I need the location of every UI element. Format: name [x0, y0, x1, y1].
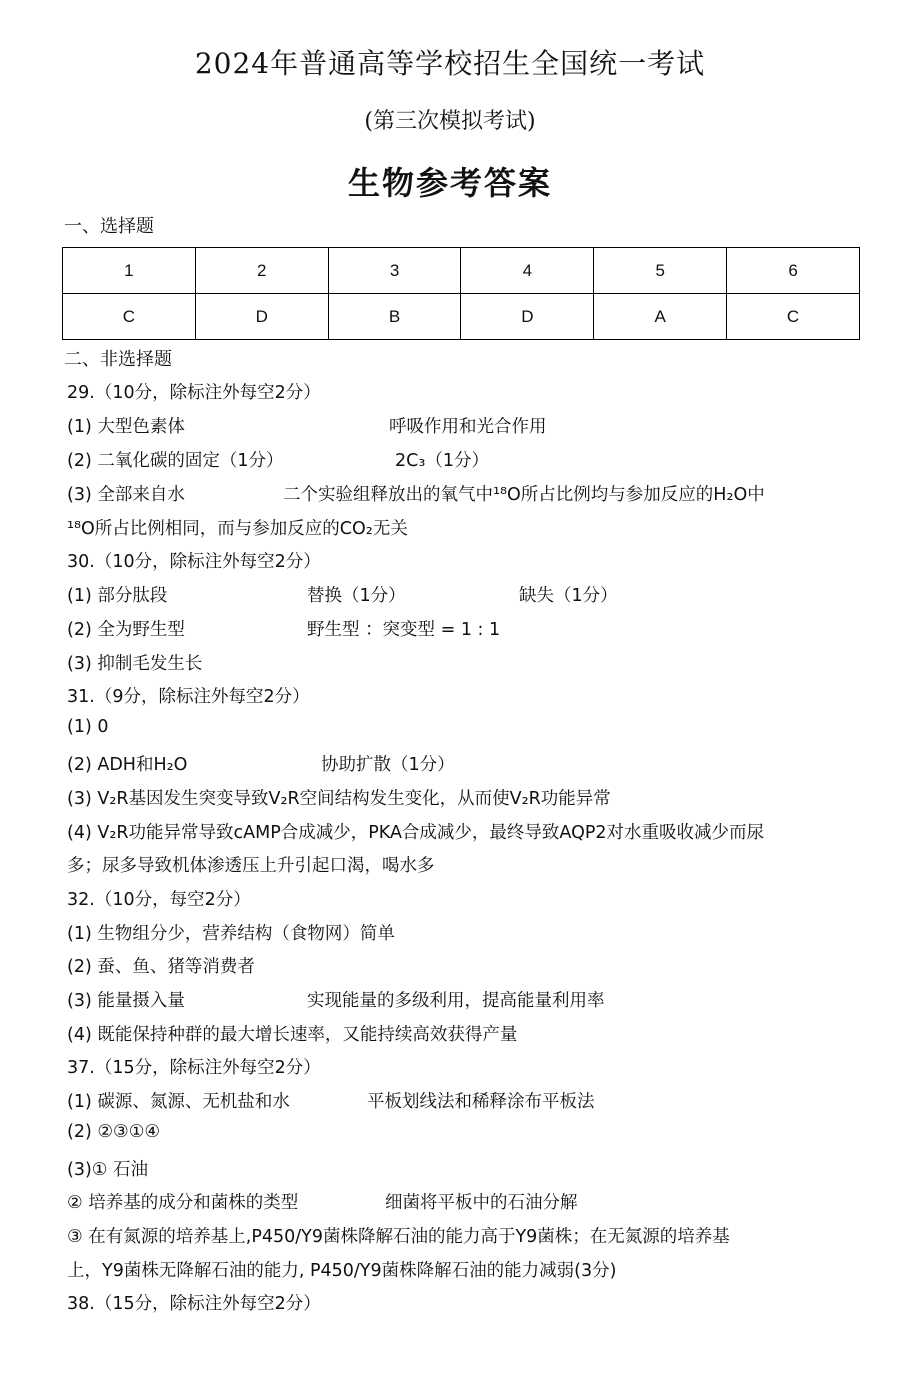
answer-text: 野生型 ：突变型 = 1 : 1 — [307, 620, 501, 640]
answer-line — [67, 582, 618, 607]
answer-text: 协助扩散（1分） — [321, 755, 455, 775]
answer-text: 替换（1分） — [307, 586, 406, 606]
answer-text: 细菌将平板中的石油分解 — [385, 1193, 578, 1213]
answer-text: 二个实验组释放出的氧气中¹⁸O所占比例均与参加反应的H₂O中 — [283, 485, 765, 505]
answer-line — [67, 920, 395, 945]
answer-text: (2) ADH和H₂O — [67, 755, 188, 775]
answer-text: (1) 生物组分少，营养结构（食物网）简单 — [67, 924, 395, 944]
answer-text: (2) 蚕、鱼、猪等消费者 — [67, 957, 255, 977]
answer-line — [67, 1156, 148, 1181]
answer-line — [67, 481, 765, 506]
answer-text: (1) 大型色素体 — [67, 417, 185, 437]
answer-line — [67, 413, 547, 438]
question-number: 5 — [594, 248, 727, 294]
question-number: 1 — [63, 248, 196, 294]
answer-text: (2) ②③①④ — [67, 1122, 161, 1142]
question-number: 4 — [461, 248, 594, 294]
section-multiple-choice: 一、选择题 — [64, 216, 154, 237]
answer-text: 29.（10分，除标注外每空2分） — [67, 383, 321, 403]
answer-text: (3) 能量摄入量 — [67, 991, 185, 1011]
answer-line — [67, 819, 764, 844]
answer-line — [67, 1088, 595, 1113]
answer-line — [67, 379, 321, 404]
answer-text: (3) 全部来自水 — [67, 485, 185, 505]
answer-line — [67, 1021, 517, 1046]
answer-cell: C — [727, 294, 860, 340]
answer-text: (1) 部分肽段 — [67, 586, 168, 606]
answer-text: 38.（15分，除标注外每空2分） — [67, 1294, 321, 1314]
question-number: 6 — [727, 248, 860, 294]
answer-line — [67, 616, 501, 641]
answer-text: 30.（10分，除标注外每空2分） — [67, 552, 321, 572]
answer-line — [67, 1223, 730, 1248]
answer-line — [67, 1290, 321, 1315]
answer-text: 实现能量的多级利用，提高能量利用率 — [307, 991, 605, 1011]
answer-text: (3)① 石油 — [67, 1160, 149, 1180]
answer-text: 31.（9分，除标注外每空2分） — [67, 687, 310, 707]
answer-text: (1) 0 — [67, 717, 109, 737]
answer-cell: D — [461, 294, 594, 340]
answer-text: (2) 全为野生型 — [67, 620, 185, 640]
answer-text: ② 培养基的成分和菌株的类型 — [67, 1193, 299, 1213]
table-row-answers — [63, 294, 860, 340]
answer-text: 2C₃（1分） — [395, 451, 490, 471]
answer-line — [67, 1257, 616, 1282]
answer-line — [67, 852, 435, 877]
answer-line — [67, 886, 251, 911]
answer-cell: A — [594, 294, 727, 340]
answer-cell: C — [63, 294, 196, 340]
answer-heading: 生物参考答案 — [347, 164, 552, 202]
answer-line — [67, 1122, 160, 1142]
multiple-choice-table — [62, 247, 860, 340]
table-row-numbers — [63, 248, 860, 294]
answer-line — [67, 1189, 578, 1214]
answer-line — [67, 447, 490, 472]
answer-text: (3) 抑制毛发生长 — [67, 654, 203, 674]
exam-title: 2024年普通高等学校招生全国统一考试 — [194, 47, 706, 80]
answer-text: 缺失（1分） — [519, 586, 618, 606]
answer-line — [67, 953, 255, 978]
answer-line — [67, 650, 202, 675]
exam-subtitle: (第三次模拟考试) — [364, 109, 536, 134]
answer-line — [67, 515, 408, 540]
answer-text: 平板划线法和稀释涂布平板法 — [367, 1092, 595, 1112]
answer-line — [67, 785, 611, 810]
answer-cell: B — [328, 294, 461, 340]
answer-line — [67, 751, 455, 776]
answer-text: (2) 二氧化碳的固定（1分） — [67, 451, 284, 471]
answer-line — [67, 683, 310, 708]
answer-text: (3) V₂R基因发生突变导致V₂R空间结构发生变化，从而使V₂R功能异常 — [67, 789, 611, 809]
answer-text: (4) 既能保持种群的最大增长速率，又能持续高效获得产量 — [67, 1025, 518, 1045]
answer-cell: D — [195, 294, 328, 340]
answer-text: 上，Y9菌株无降解石油的能力, P450/Y9菌株降解石油的能力减弱(3分) — [67, 1261, 617, 1281]
answer-text: 多；尿多导致机体渗透压上升引起口渴，喝水多 — [67, 856, 435, 876]
answer-line — [67, 987, 605, 1012]
section-non-multiple-choice: 二、非选择题 — [64, 349, 172, 370]
answer-text: ③ 在有氮源的培养基上,P450/Y9菌株降解石油的能力高于Y9菌株；在无氮源的培养基 — [67, 1227, 730, 1247]
answer-line — [67, 548, 321, 573]
answer-text: ¹⁸O所占比例相同，而与参加反应的CO₂无关 — [67, 519, 408, 539]
answer-text: (4) V₂R功能异常导致cAMP合成减少，PKA合成减少，最终导致AQP2对水重吸收减少而尿 — [67, 823, 765, 843]
answer-line — [67, 717, 109, 737]
question-number: 2 — [195, 248, 328, 294]
answer-text: (1) 碳源、氮源、无机盐和水 — [67, 1092, 290, 1112]
answer-text: 32.（10分，每空2分） — [67, 890, 251, 910]
answer-text: 呼吸作用和光合作用 — [389, 417, 547, 437]
answer-line — [67, 1054, 321, 1079]
question-number: 3 — [328, 248, 461, 294]
answer-text: 37.（15分，除标注外每空2分） — [67, 1058, 321, 1078]
